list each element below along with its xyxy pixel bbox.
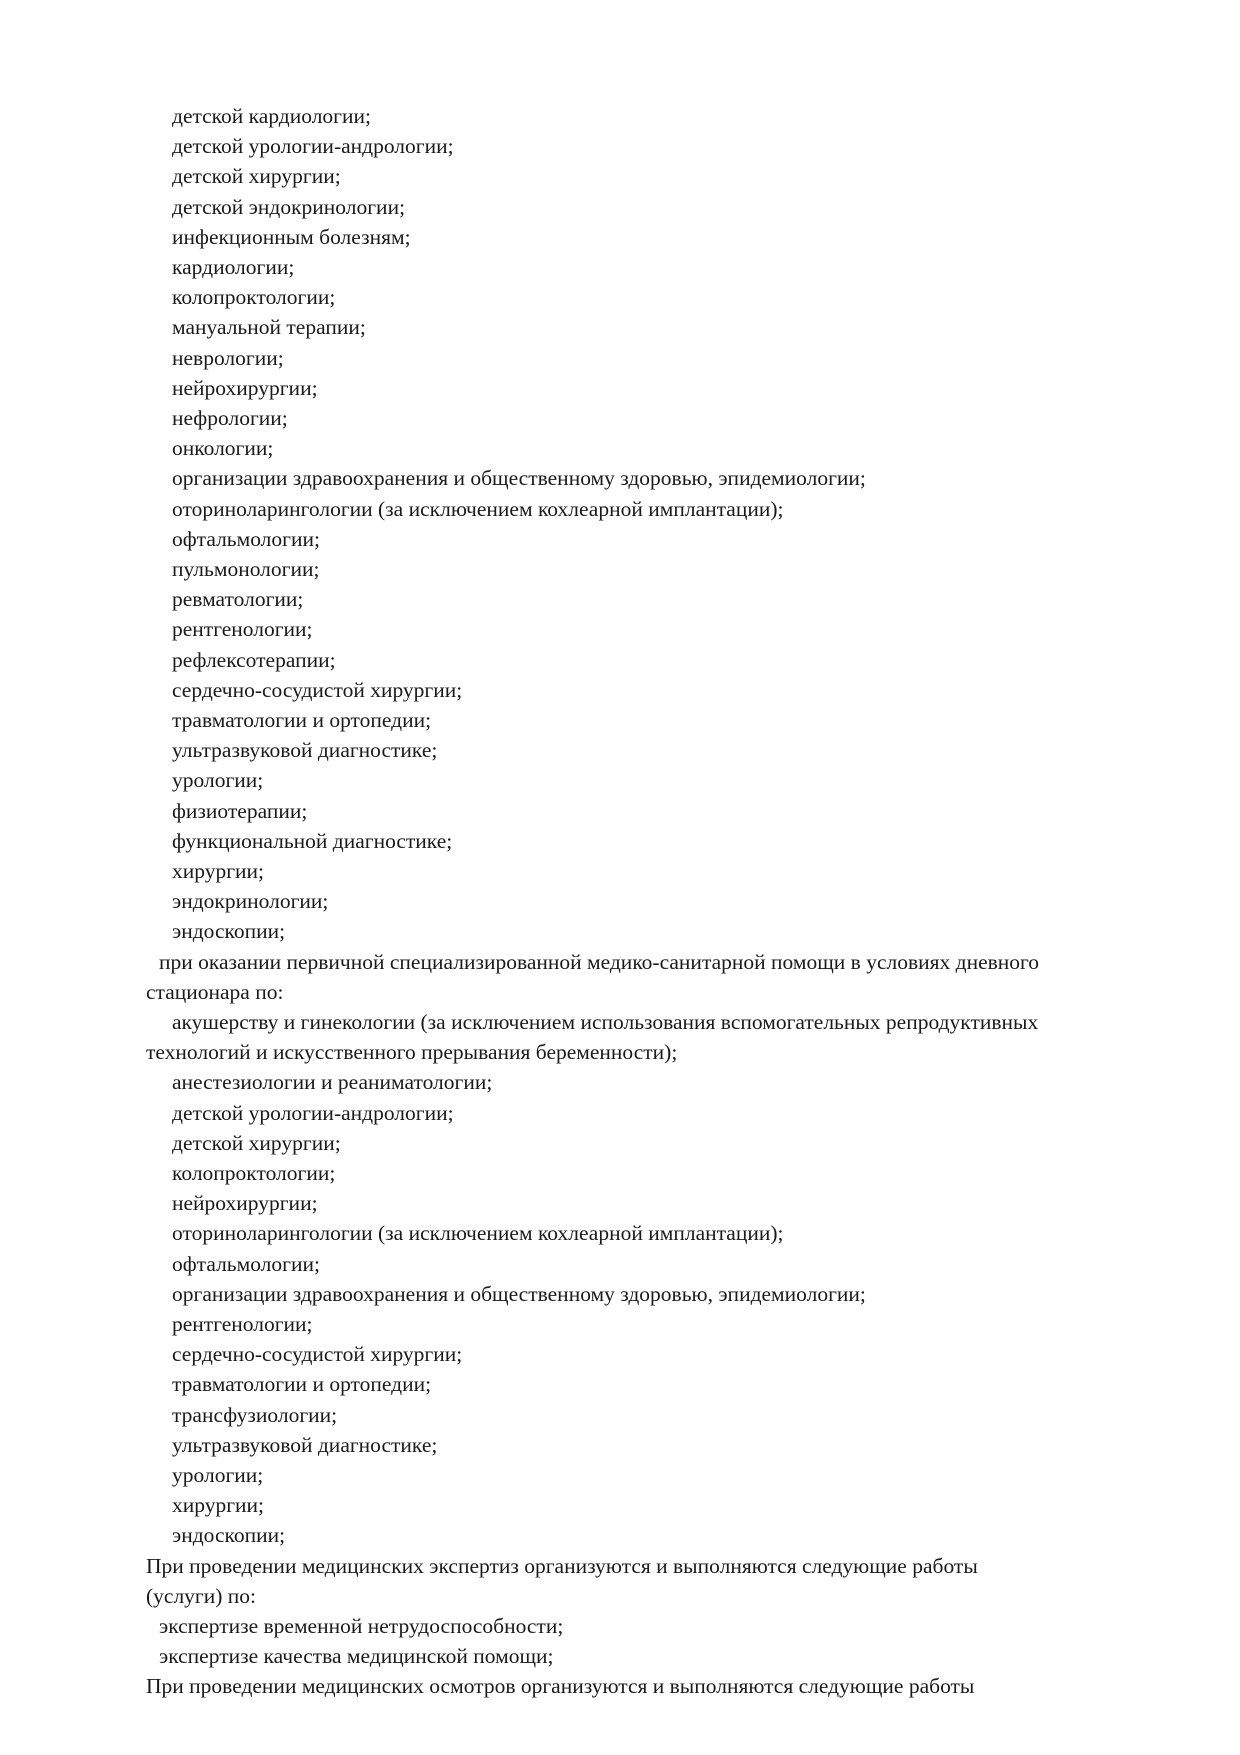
document-line: рефлексотерапии; bbox=[172, 647, 336, 672]
document-line: рентгенологии; bbox=[172, 617, 313, 642]
document-line: инфекционным болезням; bbox=[172, 224, 411, 249]
document-line: ревматологии; bbox=[172, 587, 304, 612]
document-line: оториноларингологии (за исключением кохлеарной имплантации); bbox=[172, 1221, 784, 1246]
document-line: физиотерапии; bbox=[172, 798, 308, 823]
document-line: офтальмологии; bbox=[172, 526, 320, 551]
document-line: онкологии; bbox=[172, 436, 274, 461]
document-line: детской кардиологии; bbox=[172, 104, 371, 128]
document-line: сердечно-сосудистой хирургии; bbox=[172, 677, 463, 702]
document-line: детской урологии-андрологии; bbox=[172, 1100, 454, 1125]
document-line: колопроктологии; bbox=[172, 285, 336, 310]
document-line: сердечно-сосудистой хирургии; bbox=[172, 1342, 463, 1367]
document-line: детской эндокринологии; bbox=[172, 194, 406, 219]
document-line: эндоскопии; bbox=[172, 1523, 286, 1548]
document-line: эндоскопии; bbox=[172, 919, 286, 944]
document-line: При проведении медицинских экспертиз организуются и выполняются следующие работы bbox=[146, 1553, 978, 1578]
document-line: трансфузиологии; bbox=[172, 1402, 338, 1427]
document-line: стационара по: bbox=[146, 979, 284, 1004]
document-line: детской хирургии; bbox=[172, 1130, 341, 1155]
document-line: хирургии; bbox=[172, 859, 265, 883]
document-line: ультразвуковой диагностике; bbox=[172, 738, 438, 763]
document-line: экспертизе качества медицинской помощи; bbox=[159, 1644, 554, 1669]
document-line: экспертизе временной нетрудоспособности; bbox=[159, 1614, 564, 1638]
document-line: функциональной диагностике; bbox=[172, 828, 453, 853]
document-line: организации здравоохранения и общественному здоровью, эпидемиологии; bbox=[172, 466, 866, 491]
document-line: урологии; bbox=[172, 1463, 264, 1487]
document-line: При проведении медицинских осмотров организуются и выполняются следующие работы bbox=[146, 1674, 975, 1699]
document-line: неврологии; bbox=[172, 345, 284, 370]
document-line: ультразвуковой диагностике; bbox=[172, 1432, 438, 1457]
document-line: детской урологии-андрологии; bbox=[172, 134, 454, 159]
document-line: кардиологии; bbox=[172, 255, 295, 279]
document-line: нейрохирургии; bbox=[172, 375, 318, 400]
document-line: оториноларингологии (за исключением кохлеарной имплантации); bbox=[172, 496, 784, 521]
document-line: пульмонологии; bbox=[172, 557, 320, 581]
document-line: травматологии и ортопедии; bbox=[172, 708, 432, 732]
document-line: детской хирургии; bbox=[172, 164, 341, 189]
document-line: эндокринологии; bbox=[172, 889, 329, 914]
document-line: технологий и искусственного прерывания беременности); bbox=[146, 1040, 678, 1065]
document-line: офтальмологии; bbox=[172, 1251, 320, 1276]
document-line: рентгенологии; bbox=[172, 1312, 313, 1336]
document-line: урологии; bbox=[172, 768, 264, 793]
document-line: мануальной терапии; bbox=[172, 315, 366, 340]
document-line: при оказании первичной специализированной медико-санитарной помощи в условиях дневного bbox=[159, 949, 1040, 974]
document-line: травматологии и ортопедии; bbox=[172, 1372, 432, 1397]
document-line: хирургии; bbox=[172, 1493, 265, 1518]
document-line: (услуги) по: bbox=[146, 1583, 257, 1608]
document-line: нефрологии; bbox=[172, 406, 288, 430]
document-line: организации здравоохранения и общественному здоровью, эпидемиологии; bbox=[172, 1281, 866, 1306]
document-line: акушерству и гинекологии (за исключением использования вспомогательных репродуктивных bbox=[172, 1010, 1039, 1034]
document-line: нейрохирургии; bbox=[172, 1191, 318, 1216]
document-line: колопроктологии; bbox=[172, 1161, 336, 1185]
document-line: анестезиологии и реаниматологии; bbox=[172, 1070, 493, 1095]
